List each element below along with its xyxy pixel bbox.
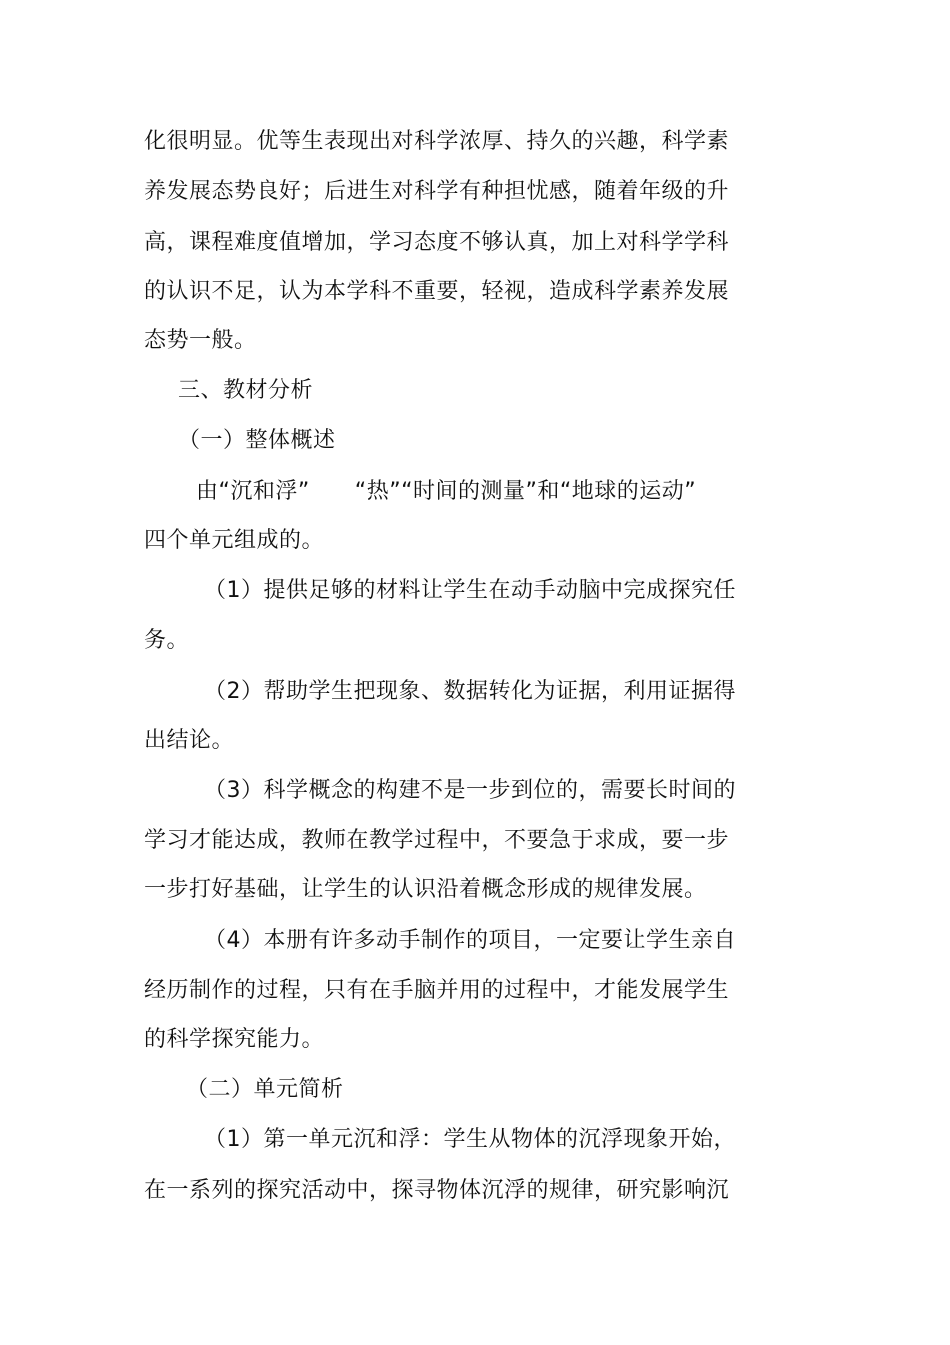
text-line-3: 高，课程难度值增加，学习态度不够认真，加上对科学学科: [144, 230, 730, 255]
subsection-heading-1: （一）整体概述: [178, 428, 336, 453]
item-3-line-2: 学习才能达成，教师在教学过程中，不要急于求成，要一步: [144, 828, 730, 853]
item-2-line-1: （2）帮助学生把现象、数据转化为证据，利用证据得: [204, 679, 736, 704]
text-line-units-cont: 四个单元组成的。: [144, 528, 325, 553]
section-heading-3: 三、教材分析: [178, 378, 314, 403]
item-1-line-2: 务。: [144, 628, 190, 653]
item-4-line-2: 经历制作的过程，只有在手脑并用的过程中，才能发展学生: [144, 978, 730, 1003]
item-3-line-1: （3）科学概念的构建不是一步到位的，需要长时间的: [204, 778, 736, 803]
text-line-units: 由“沉和浮” “热”“时间的测量”和“地球的运动”: [196, 479, 697, 504]
subsection-heading-2: （二）单元简析: [186, 1077, 344, 1102]
item-2-line-2: 出结论。: [144, 728, 235, 753]
text-line-5: 态势一般。: [144, 328, 257, 353]
unit-1-line-2: 在一系列的探究活动中，探寻物体沉浮的规律，研究影响沉: [144, 1178, 730, 1203]
item-4-line-3: 的科学探究能力。: [144, 1027, 325, 1052]
text-line-4: 的认识不足，认为本学科不重要，轻视，造成科学素养发展: [144, 279, 730, 304]
text-line-1: 化很明显。优等生表现出对科学浓厚、持久的兴趣，科学素: [144, 129, 730, 154]
item-3-line-3: 一步打好基础，让学生的认识沿着概念形成的规律发展。: [144, 877, 707, 902]
unit-1-line-1: （1）第一单元沉和浮：学生从物体的沉浮现象开始，: [204, 1127, 736, 1152]
item-1-line-1: （1）提供足够的材料让学生在动手动脑中完成探究任: [204, 578, 736, 603]
item-4-line-1: （4）本册有许多动手制作的项目，一定要让学生亲自: [204, 928, 736, 953]
text-line-2: 养发展态势良好；后进生对科学有种担忧感，随着年级的升: [144, 179, 730, 204]
